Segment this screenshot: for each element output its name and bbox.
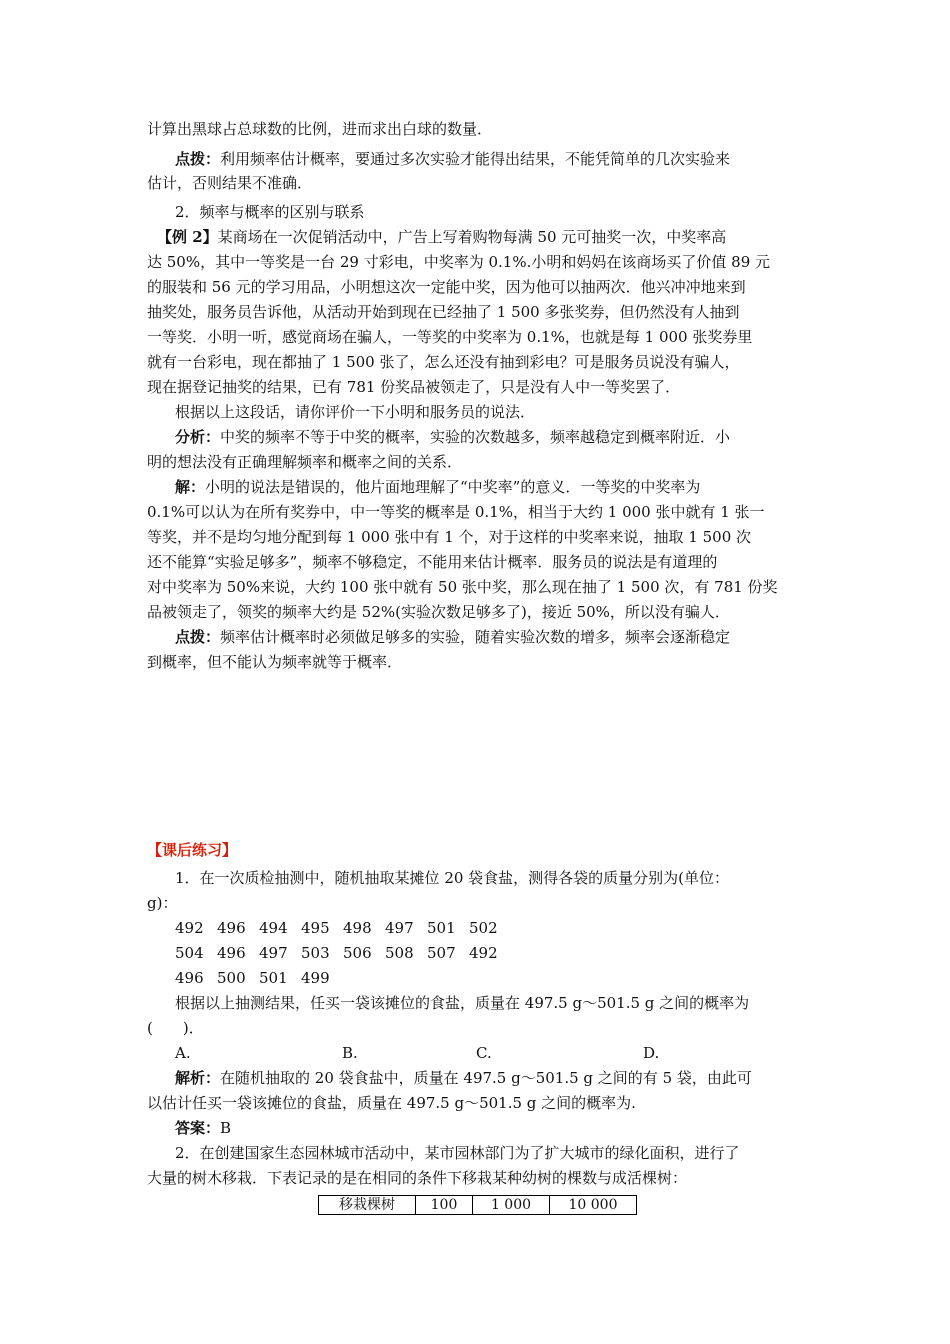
example-text-line: 的服装和 56 元的学习用品，小明想这次一定能中奖，因为他可以抽两次．他兴冲冲地来到 — [147, 278, 746, 296]
question-text-line: g)： — [147, 894, 178, 912]
tip-text-continued: 到概率，但不能认为频率就等于概率． — [147, 653, 403, 671]
data-value: 494 — [259, 919, 288, 937]
tip-label: 点拨： — [175, 628, 221, 646]
question-text: 2．在创建国家生态园林城市活动中，某市园林部门为了扩大城市的绿化面积，进行了 — [175, 1144, 740, 1162]
data-value: 500 — [217, 969, 246, 987]
solution-text: 小明的说法是错误的，他片面地理解了“中奖率”的意义．一等奖的中奖率为 — [205, 478, 701, 496]
solution-text-line: 对中奖率为 50%来说，大约 100 张中就有 50 张中奖，那么现在抽了 1 500 次，有 781 份奖 — [147, 578, 778, 596]
table-cell: 100 — [416, 1196, 473, 1215]
data-row — [175, 966, 343, 990]
option-a: A. — [175, 1044, 191, 1062]
tip-text-continued: 估计，否则结果不准确． — [147, 174, 313, 192]
example-text-line: 抽奖处，服务员告诉他，从活动开始到现在已经抽了 1 500 多张奖券，但仍然没有人抽到 — [147, 303, 740, 321]
data-value: 497 — [385, 919, 414, 937]
answer-options — [175, 1041, 659, 1065]
answer-label: 答案： — [175, 1119, 221, 1137]
solution-text-line: 品被领走了，领奖的频率大约是 52%(实验次数足够多了)，接近 50%，所以没有骗人． — [147, 603, 730, 621]
section-heading: 2．频率与概率的区别与联系 — [175, 203, 365, 221]
homework-title: 【课后练习】 — [147, 841, 238, 859]
transplant-table — [318, 1195, 637, 1215]
question-text-line: ( )． — [147, 1019, 204, 1037]
explanation-paragraph — [175, 1066, 752, 1090]
solution-text-line: 还不能算“实验足够多”，频率不够稳定，不能用来估计概率．服务员的说法是有道理的 — [147, 553, 718, 571]
tip-label: 点拨： — [175, 150, 221, 168]
data-value: 492 — [469, 944, 498, 962]
data-value: 495 — [301, 919, 330, 937]
explanation-label: 解析： — [175, 1069, 221, 1087]
data-value: 503 — [301, 944, 330, 962]
example-question: 根据以上这段话，请你评价一下小明和服务员的说法． — [175, 403, 536, 421]
explanation-text: 在随机抽取的 20 袋食盐中，质量在 497.5 g～501.5 g 之间的有 5 袋，由此可 — [220, 1069, 752, 1087]
data-value: 496 — [217, 944, 246, 962]
data-value: 496 — [217, 919, 246, 937]
data-value: 502 — [469, 919, 498, 937]
question-text: 根据以上抽测结果，任买一袋该摊位的食盐，质量在 497.5 g～501.5 g 之间的概率为 — [175, 994, 750, 1012]
data-value: 501 — [427, 919, 456, 937]
data-value: 496 — [175, 969, 204, 987]
explanation-text-continued: 以估计任买一袋该摊位的食盐，质量在 497.5 g～501.5 g 之间的概率为. — [147, 1094, 636, 1112]
example-text-line: 现在据登记抽奖的结果，已有 781 份奖品被领走了，只是没有人中一等奖罢了． — [147, 378, 681, 396]
question-text: 1．在一次质检抽测中，随机抽取某摊位 20 袋食盐，测得各袋的质量分别为(单位： — [175, 869, 730, 887]
table-cell: 1 000 — [473, 1196, 550, 1215]
table-cell: 移栽棵树 — [319, 1196, 416, 1215]
analysis-text-continued: 明的想法没有正确理解频率和概率之间的关系． — [147, 453, 463, 471]
paragraph-text: 计算出黑球占总球数的比例，进而求出白球的数量． — [147, 120, 493, 138]
analysis-paragraph — [175, 425, 730, 449]
data-value: 506 — [343, 944, 372, 962]
option-d: D. — [643, 1044, 660, 1062]
data-value: 504 — [175, 944, 204, 962]
solution-label: 解： — [175, 478, 206, 496]
data-value: 492 — [175, 919, 204, 937]
data-value: 497 — [259, 944, 288, 962]
tip-paragraph — [175, 147, 730, 171]
example-text-line: 就有一台彩电，现在都抽了 1 500 张了，怎么还没有抽到彩电？可是服务员说没有骗人， — [147, 353, 740, 371]
option-b: B. — [342, 1044, 358, 1062]
option-c: C. — [476, 1044, 492, 1062]
data-row — [175, 916, 511, 940]
solution-text-line: 0.1%可以认为在所有奖券中，中一等奖的概率是 0.1%，相当于大约 1 000 张中就有 1 张一 — [147, 503, 765, 521]
question-text-line: 大量的树木移栽．下表记录的是在相同的条件下移栽某种幼树的棵数与成活棵树： — [147, 1169, 688, 1187]
table-row — [319, 1196, 637, 1215]
answer-value: B — [220, 1119, 232, 1137]
data-value: 508 — [385, 944, 414, 962]
data-value: 498 — [343, 919, 372, 937]
answer-paragraph — [175, 1116, 231, 1140]
solution-text-line: 等奖，并不是均匀地分配到每 1 000 张中有 1 个，对于这样的中奖率来说，抽取 1 500 次 — [147, 528, 752, 546]
data-value: 499 — [301, 969, 330, 987]
data-value: 507 — [427, 944, 456, 962]
tip-paragraph — [175, 625, 730, 649]
data-value: 501 — [259, 969, 288, 987]
tip-text: 利用频率估计概率，要通过多次实验才能得出结果，不能凭简单的几次实验来 — [220, 150, 731, 168]
example-paragraph — [157, 225, 726, 249]
table-cell: 10 000 — [550, 1196, 637, 1215]
example-text: 某商场在一次促销活动中，广告上写着购物每满 50 元可抽奖一次，中奖率高 — [217, 228, 727, 246]
analysis-text: 中奖的频率不等于中奖的概率，实验的次数越多，频率越稳定到概率附近．小 — [220, 428, 731, 446]
data-row — [175, 941, 511, 965]
analysis-label: 分析： — [175, 428, 221, 446]
solution-paragraph — [175, 475, 700, 499]
example-label: 【例 2】 — [157, 228, 218, 246]
tip-text: 频率估计概率时必须做足够多的实验，随着实验次数的增多，频率会逐渐稳定 — [220, 628, 731, 646]
example-text-line: 达 50%，其中一等奖是一台 29 寸彩电，中奖率为 0.1%.小明和妈妈在该商场买了价值 89 元 — [147, 253, 771, 271]
example-text-line: 一等奖．小明一听，感觉商场在骗人，一等奖的中奖率为 0.1%，也就是每 1 000 张奖券里 — [147, 328, 753, 346]
